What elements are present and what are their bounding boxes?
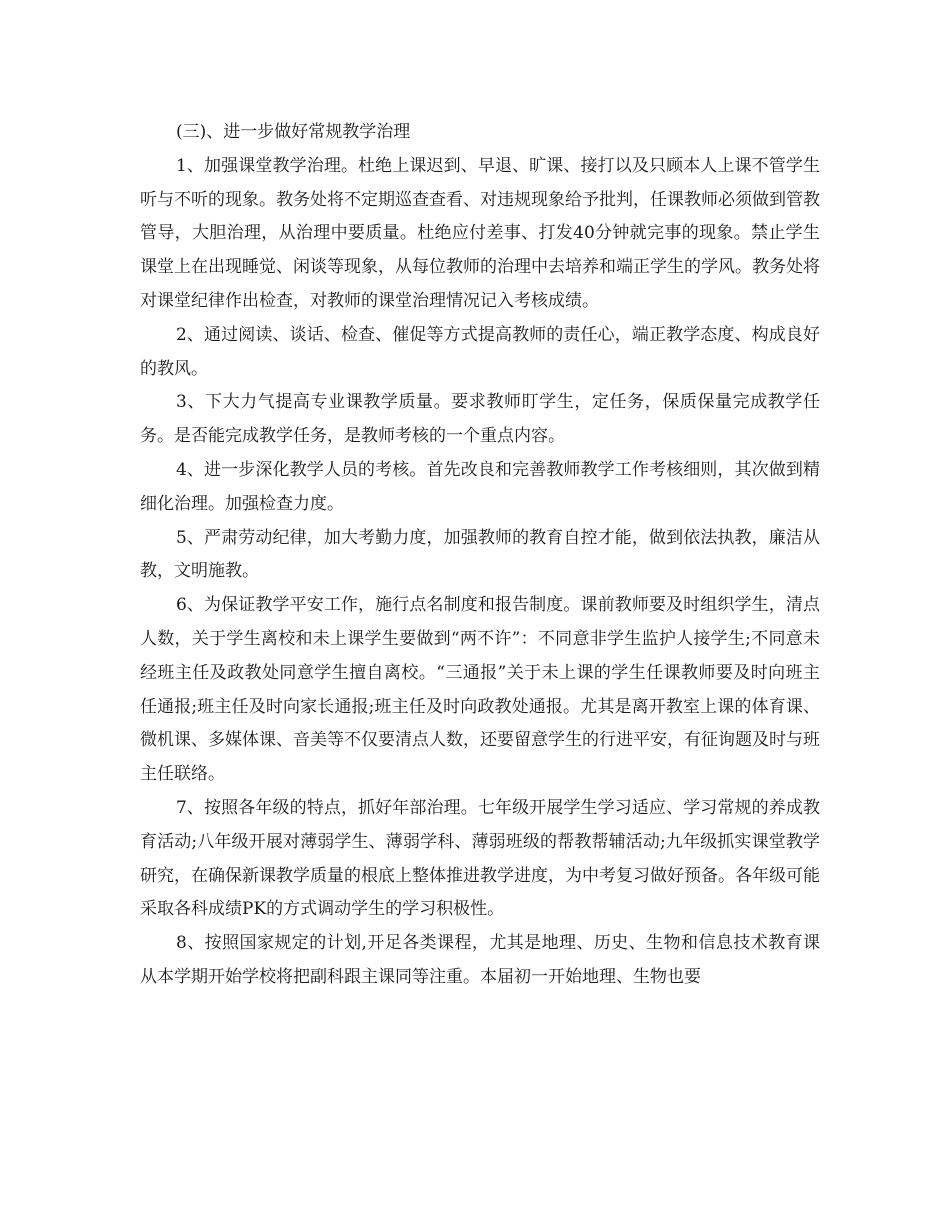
paragraph-3: 3、下大力气提高专业课教学质量。要求教师盯学生，定任务，保质保量完成教学任务。是否能完成教学任务，是教师考核的一个重点内容。 [140, 392, 820, 447]
paragraph-4: 4、进一步深化教学人员的考核。首先改良和完善教师教学工作考核细则，其次做到精细化治理。加强检查力度。 [140, 459, 820, 514]
paragraph-6: 6、为保证教学平安工作，施行点名制度和报告制度。课前教师要及时组织学生，清点人数，关于学生离校和未上课学生要做到“两不许”：不同意非学生监护人接学生;不同意未经班主任及政教处同意学生擅自离校。“三通报”关于未上课的学生任课教师要及时向班主任通报;班主任及时向家长通报;班主任及时向政教处通报。尤其是离开教室上课的体育课、微机课、多媒体课、音美等不仅要清点人数，还要留意学生的行进平安，有征询题及时与班主任联络。 [140, 595, 820, 785]
paragraph-7: 7、按照各年级的特点，抓好年部治理。七年级开展学生学习适应、学习常规的养成教育活动;八年级开展对薄弱学生、薄弱学科、薄弱班级的帮教帮辅活动;九年级抓实课堂教学研究，在确保新课教学质量的根底上整体推进教学进度，为中考复习做好预备。各年级可能采取各科成绩PK的方式调动学生的学习积极性。 [140, 797, 820, 920]
paragraph-1: 1、加强课堂教学治理。杜绝上课迟到、早退、旷课、接打以及只顾本人上课不管学生听与不听的现象。教务处将不定期巡查查看、对违规现象给予批判，任课教师必须做到管教管导，大胆治理，从治理中要质量。杜绝应付差事、打发40分钟就完事的现象。禁止学生课堂上在出现睡觉、闲谈等现象，从每位教师的治理中去培养和端正学生的学风。教务处将对课堂纪律作出检查，对教师的课堂治理情况记入考核成绩。 [140, 155, 820, 311]
document-body [140, 116, 820, 995]
section-heading: (三)、进一步做好常规教学治理 [176, 122, 411, 142]
paragraph-5: 5、严肃劳动纪律，加大考勤力度，加强教师的教育自控才能，做到依法执教，廉洁从教，文明施教。 [140, 527, 820, 582]
paragraph-2: 2、通过阅读、谈话、检查、催促等方式提高教师的责任心，端正教学态度、构成良好的教风。 [140, 324, 820, 379]
paragraph-8: 8、按照国家规定的计划,开足各类课程，尤其是地理、历史、生物和信息技术教育课从本学期开始学校将把副科跟主课同等注重。本届初一开始地理、生物也要 [140, 933, 820, 987]
